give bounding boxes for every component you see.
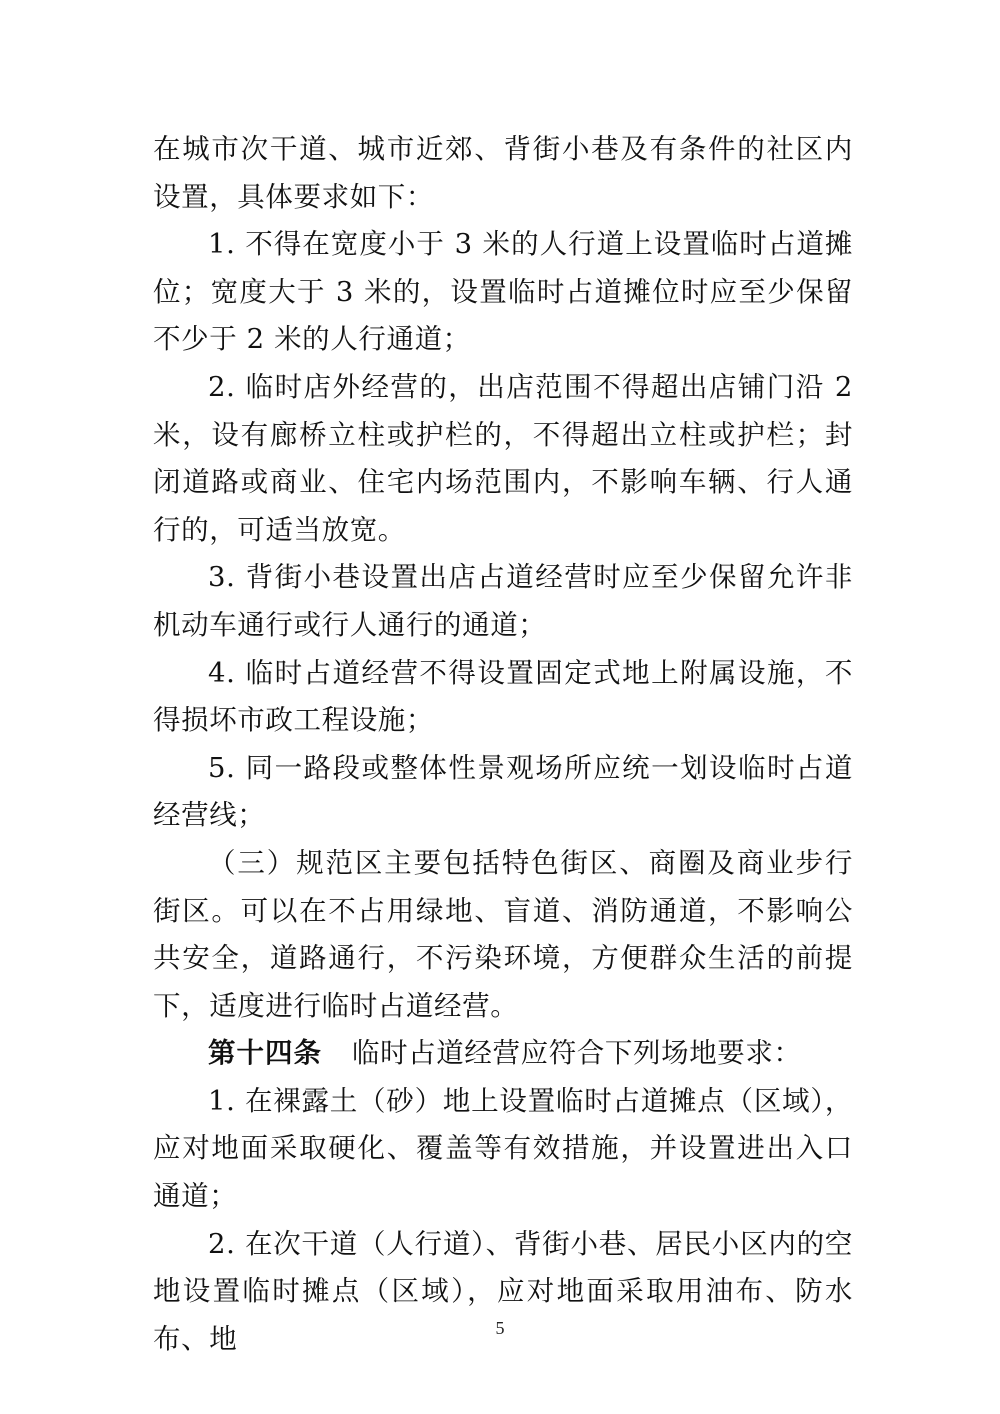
paragraph-continuation: 在城市次干道、城市近郊、背街小巷及有条件的社区内设置，具体要求如下：	[153, 133, 853, 213]
list-item: 2. 在次干道（人行道）、背街小巷、居民小区内的空地设置临时摊点（区域），应对地面采取用油布、防水布、地	[153, 1227, 853, 1355]
list-item: 2. 临时店外经营的，出店范围不得超出店铺门沿 2 米，设有廊桥立柱或护栏的，不得超出立柱或护栏；封闭道路或商业、住宅内场范围内，不影响车辆、行人通行的，可适当放宽。	[153, 370, 853, 546]
article-paragraph	[153, 1030, 853, 1078]
page-number: 5	[495, 1318, 505, 1338]
list-item: 3. 背街小巷设置出店占道经营时应至少保留允许非机动车通行或行人通行的通道；	[153, 561, 853, 641]
article-heading: 第十四条	[208, 1037, 322, 1070]
list-item: 4. 临时占道经营不得设置固定式地上附属设施，不得损坏市政工程设施；	[153, 656, 853, 737]
list-item: 1. 不得在宽度小于 3 米的人行道上设置临时占道摊位；宽度大于 3 米的，设置临时占道摊位时应至少保留不少于 2 米的人行通道；	[153, 228, 853, 356]
body-text	[153, 126, 853, 1363]
section-paragraph: （三）规范区主要包括特色街区、商圈及商业步行街区。可以在不占用绿地、盲道、消防通道，不影响公共安全，道路通行，不污染环境，方便群众生活的前提下，适度进行临时占道经营。	[153, 846, 853, 1022]
list-item: 5. 同一路段或整体性景观场所应统一划设临时占道经营线；	[153, 751, 853, 832]
article-text: 临时占道经营应符合下列场地要求：	[352, 1037, 802, 1070]
list-item: 1. 在裸露土（砂）地上设置临时占道摊点（区域），应对地面采取硬化、覆盖等有效措施，并设置进出入口通道；	[153, 1084, 853, 1213]
